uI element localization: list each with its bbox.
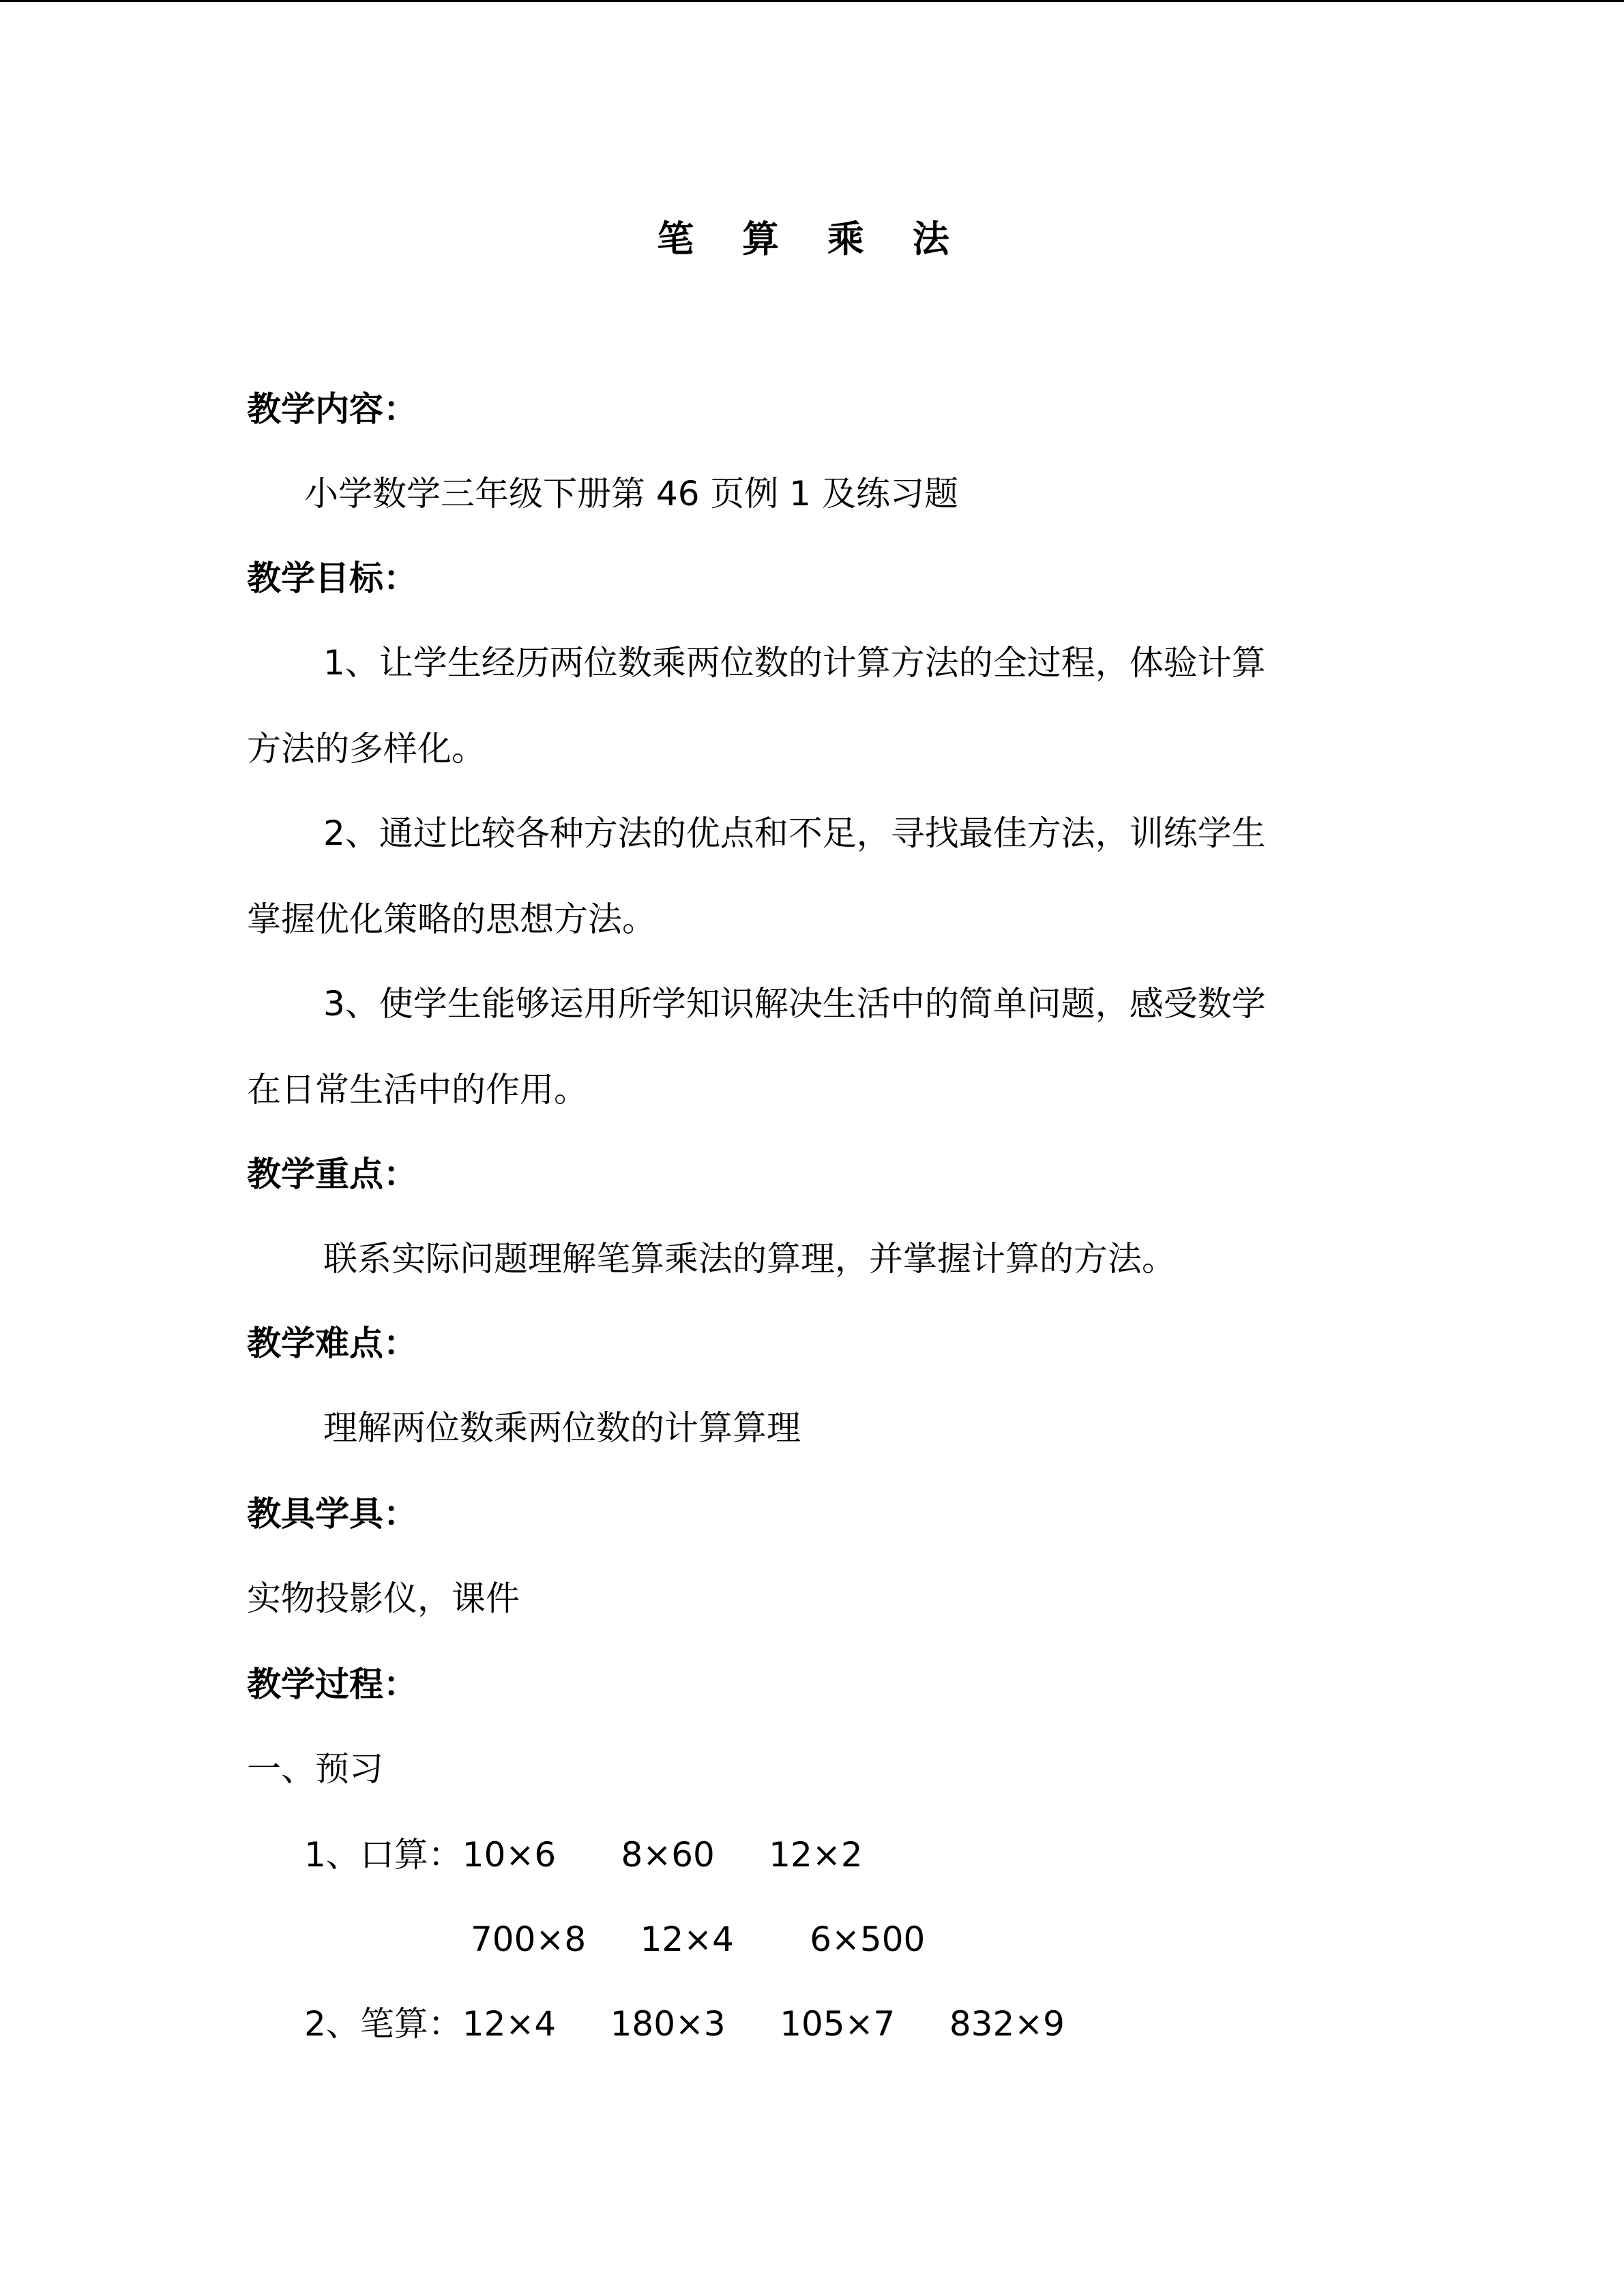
key-points-heading: 教学重点：	[247, 1154, 417, 1194]
goal-item-3-line-2: 在日常生活中的作用。	[247, 1070, 588, 1109]
goal-item-1-line-2: 方法的多样化。	[247, 729, 486, 769]
content-heading: 教学内容：	[247, 389, 417, 429]
tools-text: 实物投影仪，课件	[247, 1579, 520, 1618]
goal-item-1-line-1: 1、让学生经历两位数乘两位数的计算方法的全过程，体验计算	[323, 643, 1266, 683]
top-border-line	[0, 0, 1624, 2]
difficulties-heading: 教学难点：	[247, 1324, 417, 1363]
oral-calc-line-1: 1、口算：10×6 8×60 12×2	[304, 1835, 863, 1875]
goal-item-3-line-1: 3、使学生能够运用所学知识解决生活中的简单问题，感受数学	[323, 984, 1266, 1024]
tools-heading: 教具学具：	[247, 1494, 417, 1534]
oral-calc-line-2: 700×8 12×4 6×500	[471, 1920, 926, 1959]
document-title: 笔 算 乘 法	[657, 218, 967, 260]
goal-item-2-line-2: 掌握优化策略的思想方法。	[247, 899, 656, 939]
goal-item-2-line-1: 2、通过比较各种方法的优点和不足，寻找最佳方法，训练学生	[323, 814, 1266, 853]
process-step-1: 一、预习	[247, 1749, 383, 1789]
difficulties-text: 理解两位数乘两位数的计算算理	[323, 1408, 801, 1448]
content-text: 小学数学三年级下册第 46 页例 1 及练习题	[304, 474, 959, 513]
process-heading: 教学过程：	[247, 1665, 417, 1704]
written-calc-line: 2、笔算：12×4 180×3 105×7 832×9	[304, 2004, 1065, 2044]
goals-heading: 教学目标：	[247, 558, 417, 598]
key-points-text: 联系实际问题理解笔算乘法的算理，并掌握计算的方法。	[323, 1239, 1176, 1279]
